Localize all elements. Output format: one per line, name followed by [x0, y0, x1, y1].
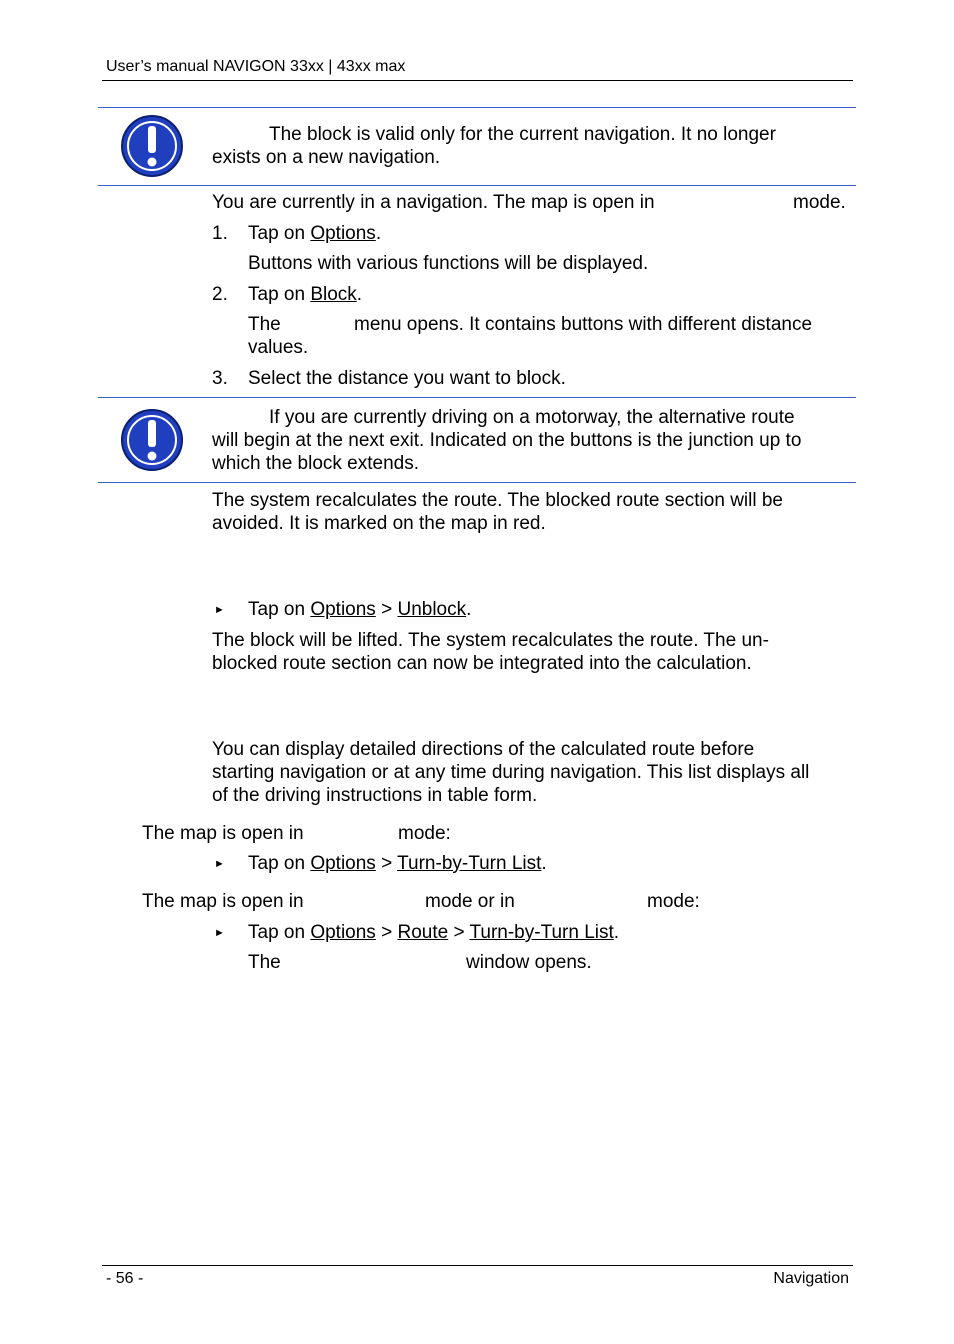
header-title: User’s manual NAVIGON 33xx | 43xx max [106, 58, 406, 75]
step-suffix: . [541, 853, 547, 874]
note-text-line: The block is valid only for the current navigation. It no longer [269, 124, 776, 145]
path-separator: > [375, 599, 398, 620]
unblock-link[interactable]: Unblock [397, 599, 467, 620]
exclamation-icon [120, 114, 184, 178]
options-link[interactable]: Options [310, 599, 376, 620]
step-result: menu opens. It contains buttons with different distance [354, 314, 813, 335]
note-text-line: If you are currently driving on a motorway, the alternative route [269, 407, 795, 428]
step-text [248, 284, 362, 306]
footer-rule [102, 1265, 853, 1266]
triangle-bullet-icon: ► [214, 604, 225, 616]
step-suffix: . [375, 223, 382, 244]
options-link[interactable]: Options [310, 223, 376, 244]
map-mode-text: mode or in [425, 891, 515, 912]
note-text-line: which the block extends. [212, 453, 420, 474]
turn-by-turn-list-link[interactable]: Turn-by-Turn List [469, 922, 614, 943]
step-text [248, 223, 381, 245]
turn-list-step [248, 922, 619, 944]
route-link[interactable]: Route [397, 922, 449, 943]
step-result: The [248, 314, 281, 335]
triangle-bullet-icon: ► [214, 927, 225, 939]
paragraph-line: The system recalculates the route. The blocked route section will be [212, 490, 783, 511]
note-text-line: exists on a new navigation. [212, 147, 441, 168]
paragraph-line: of the driving instructions in table form. [212, 785, 538, 806]
step-result: values. [248, 337, 309, 358]
block-link[interactable]: Block [310, 284, 357, 305]
path-separator: > [375, 853, 398, 874]
paragraph-line: starting navigation or at any time during navigation. This list displays all [212, 762, 810, 783]
turn-by-turn-list-link[interactable]: Turn-by-Turn List [397, 853, 542, 874]
map-mode-text: mode: [647, 891, 700, 912]
note-top-rule [98, 397, 856, 398]
paragraph-line: blocked route section can now be integrated into the calculation. [212, 653, 752, 674]
step-number: 1. [212, 223, 228, 244]
intro-text: You are currently in a navigation. The map is open in [212, 192, 655, 213]
note-text-line: will begin at the next exit. Indicated on the buttons is the junction up to [212, 430, 802, 451]
header-rule [102, 80, 853, 81]
note-bottom-rule [98, 185, 856, 186]
options-link[interactable]: Options [310, 922, 376, 943]
step-suffix: . [466, 599, 472, 620]
step-suffix: . [356, 284, 363, 305]
triangle-bullet-icon: ► [214, 858, 225, 870]
intro-mode-text: mode. [793, 192, 846, 213]
note-bottom-rule [98, 482, 856, 483]
path-separator: > [375, 922, 398, 943]
step-prefix: Tap on [248, 922, 311, 943]
page-number: - 56 - [106, 1270, 144, 1287]
step-prefix: Tap on [248, 223, 311, 244]
map-mode-text: mode: [398, 823, 451, 844]
note-top-rule [98, 107, 856, 108]
step-suffix: . [613, 922, 620, 943]
map-mode-text: The map is open in [142, 891, 304, 912]
step-result: The [248, 952, 281, 973]
map-mode-text: The map is open in [142, 823, 304, 844]
step-number: 2. [212, 284, 228, 305]
step-prefix: Tap on [248, 599, 311, 620]
options-link[interactable]: Options [310, 853, 376, 874]
step-result: window opens. [466, 952, 592, 973]
step-prefix: Tap on [248, 284, 311, 305]
step-prefix: Tap on [248, 853, 311, 874]
step-text: Select the distance you want to block. [248, 368, 566, 389]
paragraph-line: The block will be lifted. The system recalculates the route. The un- [212, 630, 769, 651]
step-result: Buttons with various functions will be displayed. [248, 253, 649, 274]
paragraph-line: avoided. It is marked on the map in red. [212, 513, 546, 534]
exclamation-icon [120, 408, 184, 472]
unblock-step [248, 599, 471, 621]
turn-list-step [248, 853, 547, 875]
path-separator: > [448, 922, 470, 943]
footer-section: Navigation [773, 1270, 849, 1287]
step-number: 3. [212, 368, 228, 389]
paragraph-line: You can display detailed directions of the calculated route before [212, 739, 755, 760]
